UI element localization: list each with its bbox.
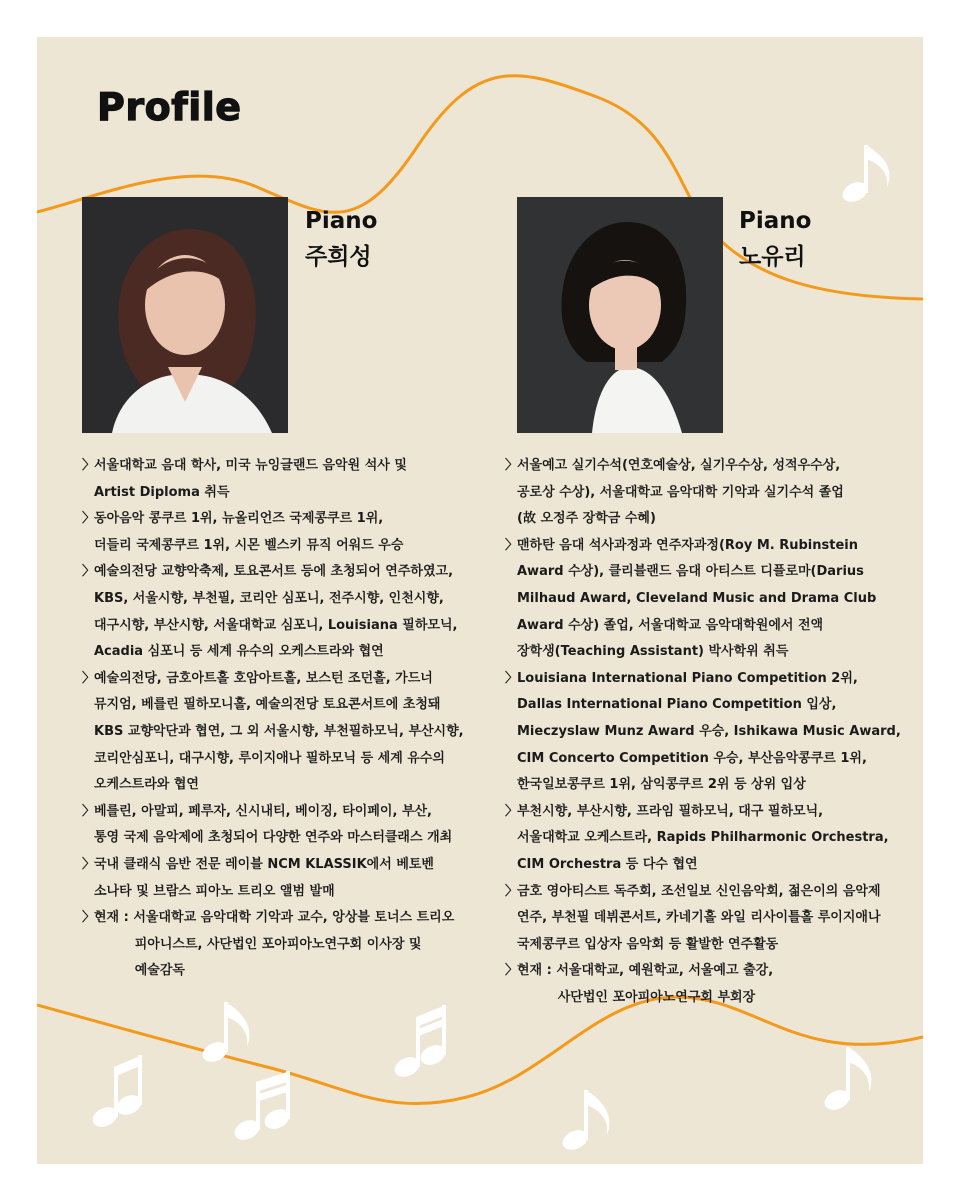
artist-name-block: [739, 203, 811, 275]
eighth-note-icon: [839, 145, 889, 206]
artist-bio-list: [505, 453, 917, 1011]
bio-item: 〉 예술의전당, 금호아트홀 호암아트홀, 보스턴 조던홀, 가드너 뮤지엄, 베를린 필하모니홀, 예술의전당 토요콘서트에 초청돼 KBS 교향악단과 협연, 그 외 서울시향, 부천필하모닉, 부산시향, 코리안심포니, 대구시향, 루이지애나 필하모닉 등 세계 유수의 오케스트라와 협연: [82, 670, 464, 793]
bio-item-current-position: 〉 현재 : 서울대학교 음악대학 기악과 교수, 앙상블 토너스 트리오 피아니스트, 사단법인 포아피아노연구회 이사장 및 예술감독: [82, 910, 455, 979]
bio-item: 〉 예술의전당 교향악축제, 토요콘서트 등에 초청되어 연주하였고, KBS, 서울시향, 부천필, 코리안 심포니, 전주시향, 인천시향, 대구시향, 부산시향, 서울대학교 심포니, Louisiana 필하모닉, Acadia 심포니 등 세계 유수의 오케스트라와 협연: [82, 564, 458, 660]
eighth-note-icon: [559, 1090, 609, 1154]
bio-item: 〉 맨하탄 음대 석사과정과 연주자과정(Roy M. Rubinstein Award 수상), 클리블랜드 음대 아티스트 디플로마(Darius Milhaud Award, Cleveland Music and Drama Club Award 수상) 졸업, 서울대학교 음악대학원에서 전액 장학생(Teaching Assistant) 박사학위 취득: [505, 537, 877, 660]
bio-item: 〉 동아음악 콩쿠르 1위, 뉴올리언즈 국제콩쿠르 1위, 더들리 국제콩쿠르 1위, 시몬 벨스키 뮤직 어워드 우승: [82, 511, 404, 553]
bio-item: 〉 베를린, 아말피, 페루자, 신시내티, 베이징, 타이페이, 부산, 통영 국제 음악제에 초청되어 다양한 연주와 마스터클래스 개최: [82, 803, 453, 846]
page-title: Profile: [97, 85, 242, 129]
bio-item: 〉 서울대학교 음대 학사, 미국 뉴잉글랜드 음악원 석사 및 Artist Diploma 취득: [82, 458, 407, 500]
artist-photo: [517, 197, 723, 433]
artist-photo: [82, 197, 288, 433]
artist-name: 노유리: [739, 244, 806, 270]
bio-item: 〉 부천시향, 부산시향, 프라임 필하모닉, 대구 필하모닉, 서울대학교 오케스트라, Rapids Philharmonic Orchestra, CIM Orchestra 등 다수 협연: [505, 803, 889, 872]
beamed-notes-icon: [391, 1005, 448, 1081]
bio-item: 〉 Louisiana International Piano Competition 2위, Dallas International Piano Competition 입상, Mieczyslaw Munz Award 우승, Ishikawa Music Award, CIM Concerto Competition 우승, 부산음악콩쿠르 1위, 한국일보콩쿠르 1위, 삼익콩쿠르 2위 등 상위 입상: [505, 670, 901, 793]
eighth-note-icon: [199, 1002, 249, 1066]
eighth-note-icon: [821, 1047, 871, 1114]
bio-item: 〉 국내 클래식 음반 전문 레이블 NCM KLASSIK에서 베토벤 소나타 및 브람스 피아노 트리오 앨범 발매: [82, 856, 434, 899]
beamed-notes-icon: [231, 1071, 292, 1144]
bio-item: 〉 서울예고 실기수석(연호예술상, 실기우수상, 성적우수상, 공로상 수상), 서울대학교 음악대학 기악과 실기수석 졸업 (故 오정주 장학금 수혜): [505, 458, 844, 527]
beamed-notes-icon: [89, 1055, 144, 1131]
profile-panel: [37, 37, 923, 1164]
artist-instrument: Piano: [305, 208, 378, 234]
artist-name-block: [305, 203, 377, 275]
artist-bio-list: [82, 453, 482, 985]
artist-instrument: Piano: [739, 208, 812, 234]
artist-name: 주희성: [305, 244, 372, 270]
bio-item-current-position: 〉 현재 : 서울대학교, 예원학교, 서울예고 출강, 사단법인 포아피아노연구회 부회장: [505, 963, 774, 1005]
bio-item: 〉 금호 영아티스트 독주회, 조선일보 신인음악회, 젊은이의 음악제 연주, 부천필 데뷔콘서트, 카네기홀 와일 리사이틀홀 루이지애나 국제콩쿠르 입상자 음악회 등 활발한 연주활동: [505, 883, 881, 952]
